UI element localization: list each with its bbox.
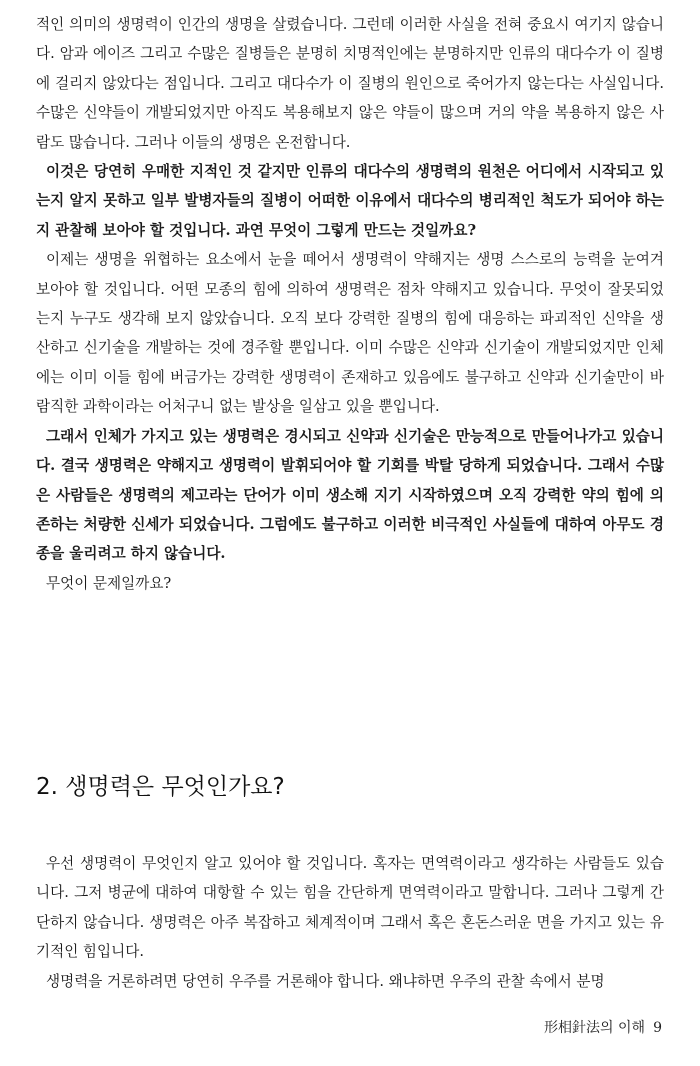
paragraph: 우선 생명력이 무엇인지 알고 있어야 할 것입니다. 혹자는 면역력이라고 생각하는 사람들도 있습니다. 그저 병균에 대하여 대항할 수 있는 힘을 간단하게 면역력이라고 말합니다. 그러나 그렇게 간단하지 않습니다. 생명력은 아주 복잡하고 체계적이며 그래서 혹은 혼돈스러운 면을 가지고 있는 유기적인 힘입니다. bbox=[36, 855, 664, 961]
paragraph: 이제는 생명을 위협하는 요소에서 눈을 떼어서 생명력이 약해지는 생명 스스로의 능력을 눈여겨 보아야 할 것입니다. 어떤 모종의 힘에 의하여 생명력은 점차 약해지고 있습니다. 무엇이 잘못되었는지 누구도 생각해 보지 않았습니다. 오직 보다 강력한 질병의 힘에 대응하는 파괴적인 신약을 생산하고 신기술을 개발하는 것에 경주할 뿐입니다. 이미 수많은 신약과 신기술이 개발되었지만 인체에는 이미 이들 힘에 버금가는 강력한 생명력이 존재하고 있음에도 불구하고 신약과 신기술만이 바람직한 과학이라는 어처구니 없는 발상을 일삼고 있을 뿐입니다. bbox=[36, 251, 664, 416]
page-number: 9 bbox=[653, 1020, 662, 1036]
running-title: 形相針法의 이해 bbox=[544, 1020, 646, 1036]
page-footer bbox=[544, 1018, 662, 1038]
paragraph: 이것은 당연히 우매한 지적인 것 같지만 인류의 대다수의 생명력의 원천은 어디에서 시작되고 있는지 알지 못하고 일부 발병자들의 질병이 어떠한 이유에서 대다수의 병리적인 척도가 되어야 하는지 관찰해 보아야 할 것입니다. 과연 무엇이 그렇게 만드는 것일까요? bbox=[36, 163, 664, 239]
section-text bbox=[36, 849, 664, 996]
paragraph: 적인 의미의 생명력이 인간의 생명을 살렸습니다. 그런데 이러한 사실을 전혀 중요시 여기지 않습니다. 암과 에이즈 그리고 수많은 질병들은 분명히 치명적인에는 분명하지만 인류의 대다수가 이 질병에 걸리지 않았다는 점입니다. 그리고 대다수가 이 질병의 원인으로 죽어가지 않는다는 사실입니다. 수많은 신약들이 개발되었지만 아직도 복용해보지 않은 약들이 많으며 거의 약을 복용하지 않은 사람도 많습니다. 그러나 이들의 생명은 온전합니다. bbox=[36, 16, 664, 151]
paragraph: 생명력을 거론하려면 당연히 우주를 거론해야 합니다. 왜냐하면 우주의 관찰 속에서 분명 bbox=[46, 972, 605, 990]
paragraph: 무엇이 문제일까요? bbox=[46, 574, 172, 592]
section-heading: 2. 생명력은 무엇인가요? bbox=[36, 774, 285, 800]
paragraph: 그래서 인체가 가지고 있는 생명력은 경시되고 신약과 신기술은 만능적으로 만들어나가고 있습니다. 결국 생명력은 약해지고 생명력이 발휘되어야 할 기회를 박탈 당하게 되었습니다. 그래서 수많은 사람들은 생명력의 제고라는 단어가 이미 생소해 지기 시작하였으며 오직 강력한 약의 힘에 의존하는 처량한 신세가 되었습니다. 그럼에도 불구하고 이러한 비극적인 사실들에 대하여 아무도 경종을 울리려고 하지 않습니다. bbox=[36, 427, 664, 563]
body-text bbox=[36, 10, 664, 598]
